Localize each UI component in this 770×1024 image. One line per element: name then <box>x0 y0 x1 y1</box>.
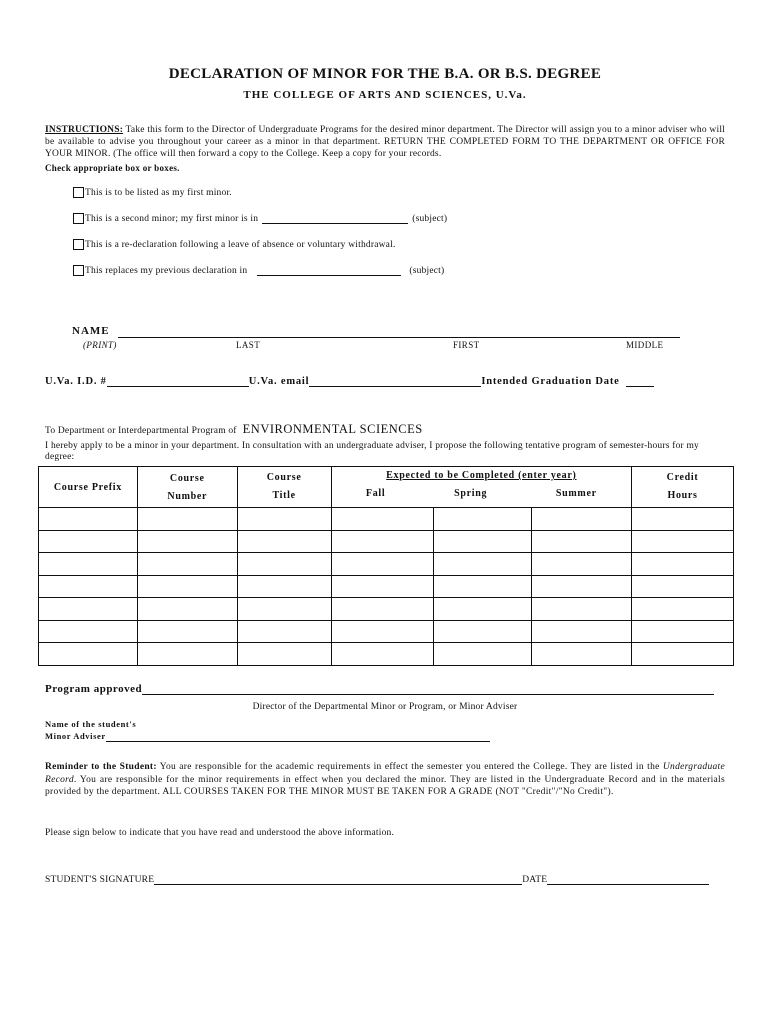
table-cell[interactable] <box>137 553 237 576</box>
table-row[interactable] <box>39 508 734 531</box>
table-cell[interactable] <box>137 530 237 553</box>
instructions-label: INSTRUCTIONS: <box>45 125 124 135</box>
department-name: ENVIRONMENTAL SCIENCES <box>242 422 423 436</box>
header-summer: Summer <box>555 488 597 499</box>
option-first-minor[interactable] <box>73 187 232 198</box>
reminder-label: Reminder to the Student: <box>45 762 157 772</box>
header-course-title-line2: Title <box>272 490 296 501</box>
table-cell[interactable] <box>39 620 138 643</box>
form-subtitle: THE COLLEGE OF ARTS AND SCIENCES, U.Va. <box>243 89 527 101</box>
table-cell[interactable] <box>331 643 434 666</box>
date-label: DATE <box>522 875 548 885</box>
table-row[interactable] <box>39 643 734 666</box>
table-cell[interactable] <box>632 530 734 553</box>
table-cell[interactable] <box>532 530 632 553</box>
table-cell[interactable] <box>237 530 331 553</box>
table-cell[interactable] <box>632 553 734 576</box>
header-fall: Fall <box>365 488 386 499</box>
option-second-minor-label: This is a second minor; my first minor is in <box>85 213 259 224</box>
uva-email-field[interactable] <box>309 376 481 387</box>
uva-id-field[interactable] <box>107 376 249 387</box>
signature-label: STUDENT'S SIGNATURE <box>45 875 155 885</box>
reminder-text-2: . You are responsible for the minor requirements in effect when you declared the minor. They are listed in the Undergraduate Record and in the materials provided by the department. ALL COURSES TAKEN FOR THE MINOR MUST BE TAKEN FOR A GRADE (NOT "Credit"/"No Credit"). <box>45 774 725 797</box>
program-approved-row <box>45 683 714 695</box>
id-row <box>45 376 654 387</box>
table-cell[interactable] <box>237 553 331 576</box>
option-replacement-suffix: (subject) <box>409 265 445 276</box>
header-credit-line1: Credit <box>666 472 699 483</box>
header-credit-line2: Hours <box>667 490 698 501</box>
checkbox-second-minor[interactable] <box>73 213 84 224</box>
table-cell[interactable] <box>532 575 632 598</box>
previous-declaration-subject-field[interactable] <box>257 266 401 276</box>
table-row[interactable] <box>39 620 734 643</box>
table-cell[interactable] <box>434 643 532 666</box>
header-course-title <box>237 467 331 508</box>
graduation-date-label: Intended Graduation Date <box>481 376 620 387</box>
first-minor-subject-field[interactable] <box>262 214 408 224</box>
signature-row <box>45 874 709 885</box>
name-label: NAME <box>72 325 110 337</box>
table-row[interactable] <box>39 598 734 621</box>
table-cell[interactable] <box>137 620 237 643</box>
header-expected <box>331 467 632 508</box>
table-cell[interactable] <box>331 575 434 598</box>
adviser-label-line1: Name of the student's <box>45 719 137 729</box>
name-last-caption: LAST <box>236 340 261 350</box>
department-line <box>45 422 423 437</box>
reminder-text-1: You are responsible for the academic requirements in effect the semester you entered the College. They are listed in the <box>156 762 663 772</box>
header-expected-label: Expected to be Completed (enter year) <box>386 470 577 481</box>
table-row[interactable] <box>39 575 734 598</box>
table-cell[interactable] <box>39 530 138 553</box>
form-title: DECLARATION OF MINOR FOR THE B.A. OR B.S. DEGREE <box>168 66 602 82</box>
table-cell[interactable] <box>331 598 434 621</box>
option-second-minor[interactable] <box>73 213 447 224</box>
instructions-text: Take this form to the Director of Undergraduate Programs for the desired minor department. The Director will assign you to a minor adviser who will be available to advise you throughout your career as a minor in that department. RETURN THE COMPLETED FORM TO THE DEPARTMENT OR OFFICE FOR YOUR MINOR. (The office will then forward a copy to the College. Keep a copy for your records. <box>45 125 725 159</box>
table-cell[interactable] <box>532 620 632 643</box>
table-cell[interactable] <box>532 598 632 621</box>
table-cell[interactable] <box>237 508 331 531</box>
table-cell[interactable] <box>237 643 331 666</box>
uva-id-label: U.Va. I.D. # <box>45 376 107 387</box>
table-cell[interactable] <box>532 508 632 531</box>
option-redeclaration-label: This is a re-declaration following a leave of absence or voluntary withdrawal. <box>85 239 396 250</box>
option-second-minor-suffix: (subject) <box>412 213 448 224</box>
name-field[interactable] <box>118 337 680 338</box>
check-heading: Check appropriate box or boxes. <box>45 163 180 173</box>
header-course-number-line1: Course <box>169 473 205 484</box>
header-course-number <box>137 467 237 508</box>
table-cell[interactable] <box>331 620 434 643</box>
course-table <box>38 466 734 666</box>
table-cell[interactable] <box>532 553 632 576</box>
uva-email-label: U.Va. email <box>248 376 310 387</box>
graduation-date-field[interactable] <box>626 376 654 387</box>
reminder-record: Undergraduate Record <box>45 762 726 785</box>
instructions <box>45 124 725 160</box>
table-cell[interactable] <box>331 553 434 576</box>
header-course-prefix: Course Prefix <box>39 467 138 508</box>
name-first-caption: FIRST <box>453 340 480 350</box>
table-cell[interactable] <box>632 575 734 598</box>
table-cell[interactable] <box>137 643 237 666</box>
table-row[interactable] <box>39 553 734 576</box>
apply-text: I hereby apply to be a minor in your department. In consultation with an undergraduate adviser, I propose the following tentative program of semester-hours for my degree: <box>45 441 699 462</box>
table-cell[interactable] <box>137 575 237 598</box>
table-cell[interactable] <box>237 575 331 598</box>
table-cell[interactable] <box>237 598 331 621</box>
program-approved-signature-field[interactable] <box>142 684 714 695</box>
adviser-block <box>45 718 490 742</box>
date-field[interactable] <box>547 874 709 885</box>
table-cell[interactable] <box>434 575 532 598</box>
table-cell[interactable] <box>39 575 138 598</box>
table-cell[interactable] <box>632 508 734 531</box>
header-course-title-line1: Course <box>266 472 302 483</box>
director-caption: Director of the Departmental Minor or Program, or Minor Adviser <box>252 702 518 712</box>
table-cell[interactable] <box>39 643 138 666</box>
option-first-minor-label: This is to be listed as my first minor. <box>85 187 232 198</box>
header-course-number-line2: Number <box>167 491 208 502</box>
checkbox-first-minor[interactable] <box>73 187 84 198</box>
table-cell[interactable] <box>434 508 532 531</box>
table-header-row <box>39 467 734 508</box>
program-approved-label: Program approved <box>45 683 143 695</box>
checkbox-redeclaration[interactable] <box>73 239 84 250</box>
adviser-label-line2: Minor Adviser <box>45 731 106 741</box>
adviser-name-field[interactable] <box>106 732 490 742</box>
header-spring: Spring <box>454 488 488 499</box>
department-prefix: To Department or Interdepartmental Program of <box>45 426 237 436</box>
signature-field[interactable] <box>154 874 522 885</box>
table-row[interactable] <box>39 530 734 553</box>
table-cell[interactable] <box>632 598 734 621</box>
option-replacement[interactable] <box>73 265 444 276</box>
table-cell[interactable] <box>137 508 237 531</box>
name-print-caption: (PRINT) <box>83 340 117 350</box>
table-cell[interactable] <box>434 553 532 576</box>
name-middle-caption: MIDDLE <box>626 340 664 350</box>
table-cell[interactable] <box>632 643 734 666</box>
please-sign-text: Please sign below to indicate that you have read and understood the above information. <box>45 828 395 838</box>
table-cell[interactable] <box>137 598 237 621</box>
table-cell[interactable] <box>434 620 532 643</box>
table-cell[interactable] <box>39 508 138 531</box>
header-credit-hours <box>632 467 734 508</box>
table-cell[interactable] <box>632 620 734 643</box>
table-cell[interactable] <box>434 530 532 553</box>
option-redeclaration[interactable] <box>73 239 396 250</box>
table-cell[interactable] <box>331 508 434 531</box>
table-cell[interactable] <box>237 620 331 643</box>
table-cell[interactable] <box>532 643 632 666</box>
reminder <box>45 761 725 799</box>
table-cell[interactable] <box>39 553 138 576</box>
checkbox-replacement[interactable] <box>73 265 84 276</box>
table-cell[interactable] <box>39 598 138 621</box>
table-cell[interactable] <box>434 598 532 621</box>
table-cell[interactable] <box>331 530 434 553</box>
option-replacement-label: This replaces my previous declaration in <box>85 265 248 276</box>
